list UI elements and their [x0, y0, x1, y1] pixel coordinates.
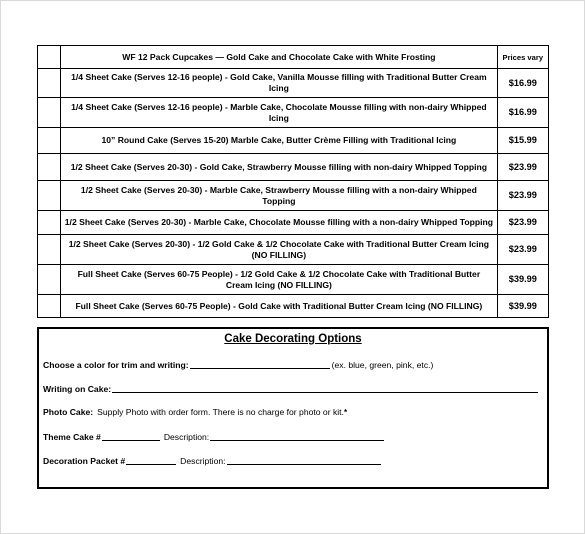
item-description: 1/2 Sheet Cake (Serves 20-30) - Marble Cake, Strawberry Mousse filling with a non-dairy Whipped Topping — [61, 181, 497, 211]
theme-label: Theme Cake # — [43, 432, 101, 442]
theme-number-input-line[interactable] — [102, 431, 160, 441]
color-label: Choose a color for trim and writing: — [43, 360, 189, 370]
photo-label: Photo Cake: — [43, 407, 94, 417]
checkbox-cell[interactable] — [38, 295, 61, 318]
item-description: 1/2 Sheet Cake (Serves 20-30) - Gold Cake, Strawberry Mousse filling with non-dairy Whipped Topping — [61, 154, 497, 181]
photo-text: Supply Photo with order form. There is no charge for photo or kit. — [97, 407, 344, 417]
item-price: $39.99 — [497, 265, 548, 295]
table-row — [38, 295, 549, 318]
table-row — [38, 128, 549, 154]
writing-row — [43, 383, 540, 394]
item-price: $16.99 — [497, 98, 548, 128]
item-price: $39.99 — [497, 295, 548, 318]
item-price: $23.99 — [497, 235, 548, 265]
theme-description-label: Description: — [163, 432, 210, 442]
checkbox-cell[interactable] — [38, 154, 61, 181]
checkbox-cell[interactable] — [38, 265, 61, 295]
table-row — [38, 265, 549, 295]
writing-input-line[interactable] — [112, 383, 538, 393]
item-description: 10” Round Cake (Serves 15-20) Marble Cake, Butter Crème Filling with Traditional Icing — [61, 128, 497, 154]
item-price: $16.99 — [497, 69, 548, 98]
item-price: $23.99 — [497, 154, 548, 181]
item-description: 1/4 Sheet Cake (Serves 12-16 people) - Gold Cake, Vanilla Mousse filling with Traditional Butter Cream Icing — [61, 69, 497, 98]
table-row — [38, 211, 549, 235]
item-description: 1/4 Sheet Cake (Serves 12-16 people) - Marble Cake, Chocolate Mousse filling with non-dairy Whipped Icing — [61, 98, 497, 128]
item-description: WF 12 Pack Cupcakes — Gold Cake and Chocolate Cake with White Frosting — [61, 46, 497, 69]
table-row — [38, 69, 549, 98]
table-row — [38, 154, 549, 181]
photo-row — [43, 407, 347, 417]
table-row — [38, 235, 549, 265]
table-row — [38, 98, 549, 128]
checkbox-cell[interactable] — [38, 69, 61, 98]
item-price: $15.99 — [497, 128, 548, 154]
packet-description-label: Description: — [180, 456, 226, 466]
packet-row — [43, 455, 383, 466]
packet-number-input-line[interactable] — [126, 455, 176, 465]
checkbox-cell[interactable] — [38, 211, 61, 235]
packet-description-input-line[interactable] — [227, 455, 381, 465]
item-description: Full Sheet Cake (Serves 60-75 People) - 1/2 Gold Cake & 1/2 Chocolate Cake with Traditional Butter Cream Icing (NO FILLING) — [61, 265, 497, 295]
packet-label: Decoration Packet # — [43, 456, 126, 466]
theme-row — [43, 431, 386, 442]
item-price: Prices vary — [497, 46, 548, 69]
checkbox-cell[interactable] — [38, 46, 61, 69]
color-row — [43, 359, 433, 370]
color-input-line[interactable] — [190, 359, 330, 369]
photo-mark: * — [343, 408, 348, 417]
item-description: 1/2 Sheet Cake (Serves 20-30) - 1/2 Gold Cake & 1/2 Chocolate Cake with Traditional Butter Cream Icing (NO FILLING) — [61, 235, 497, 265]
item-price: $23.99 — [497, 181, 548, 211]
writing-label: Writing on Cake: — [43, 384, 112, 394]
checkbox-cell[interactable] — [38, 128, 61, 154]
price-table — [37, 45, 549, 318]
color-hint: (ex. blue, green, pink, etc.) — [331, 360, 434, 370]
checkbox-cell[interactable] — [38, 98, 61, 128]
table-row — [38, 46, 549, 69]
theme-description-input-line[interactable] — [210, 431, 384, 441]
checkbox-cell[interactable] — [38, 235, 61, 265]
checkbox-cell[interactable] — [38, 181, 61, 211]
item-description: Full Sheet Cake (Serves 60-75 People) - Gold Cake with Traditional Butter Cream Icing (NO FILLING) — [61, 295, 497, 318]
decorating-options-box — [37, 327, 549, 489]
item-price: $23.99 — [497, 211, 548, 235]
item-description: 1/2 Sheet Cake (Serves 20-30) - Marble Cake, Chocolate Mousse filling with a non-dairy Whipped Topping — [61, 211, 497, 235]
table-row — [38, 181, 549, 211]
decorating-options-title: Cake Decorating Options — [224, 333, 362, 345]
